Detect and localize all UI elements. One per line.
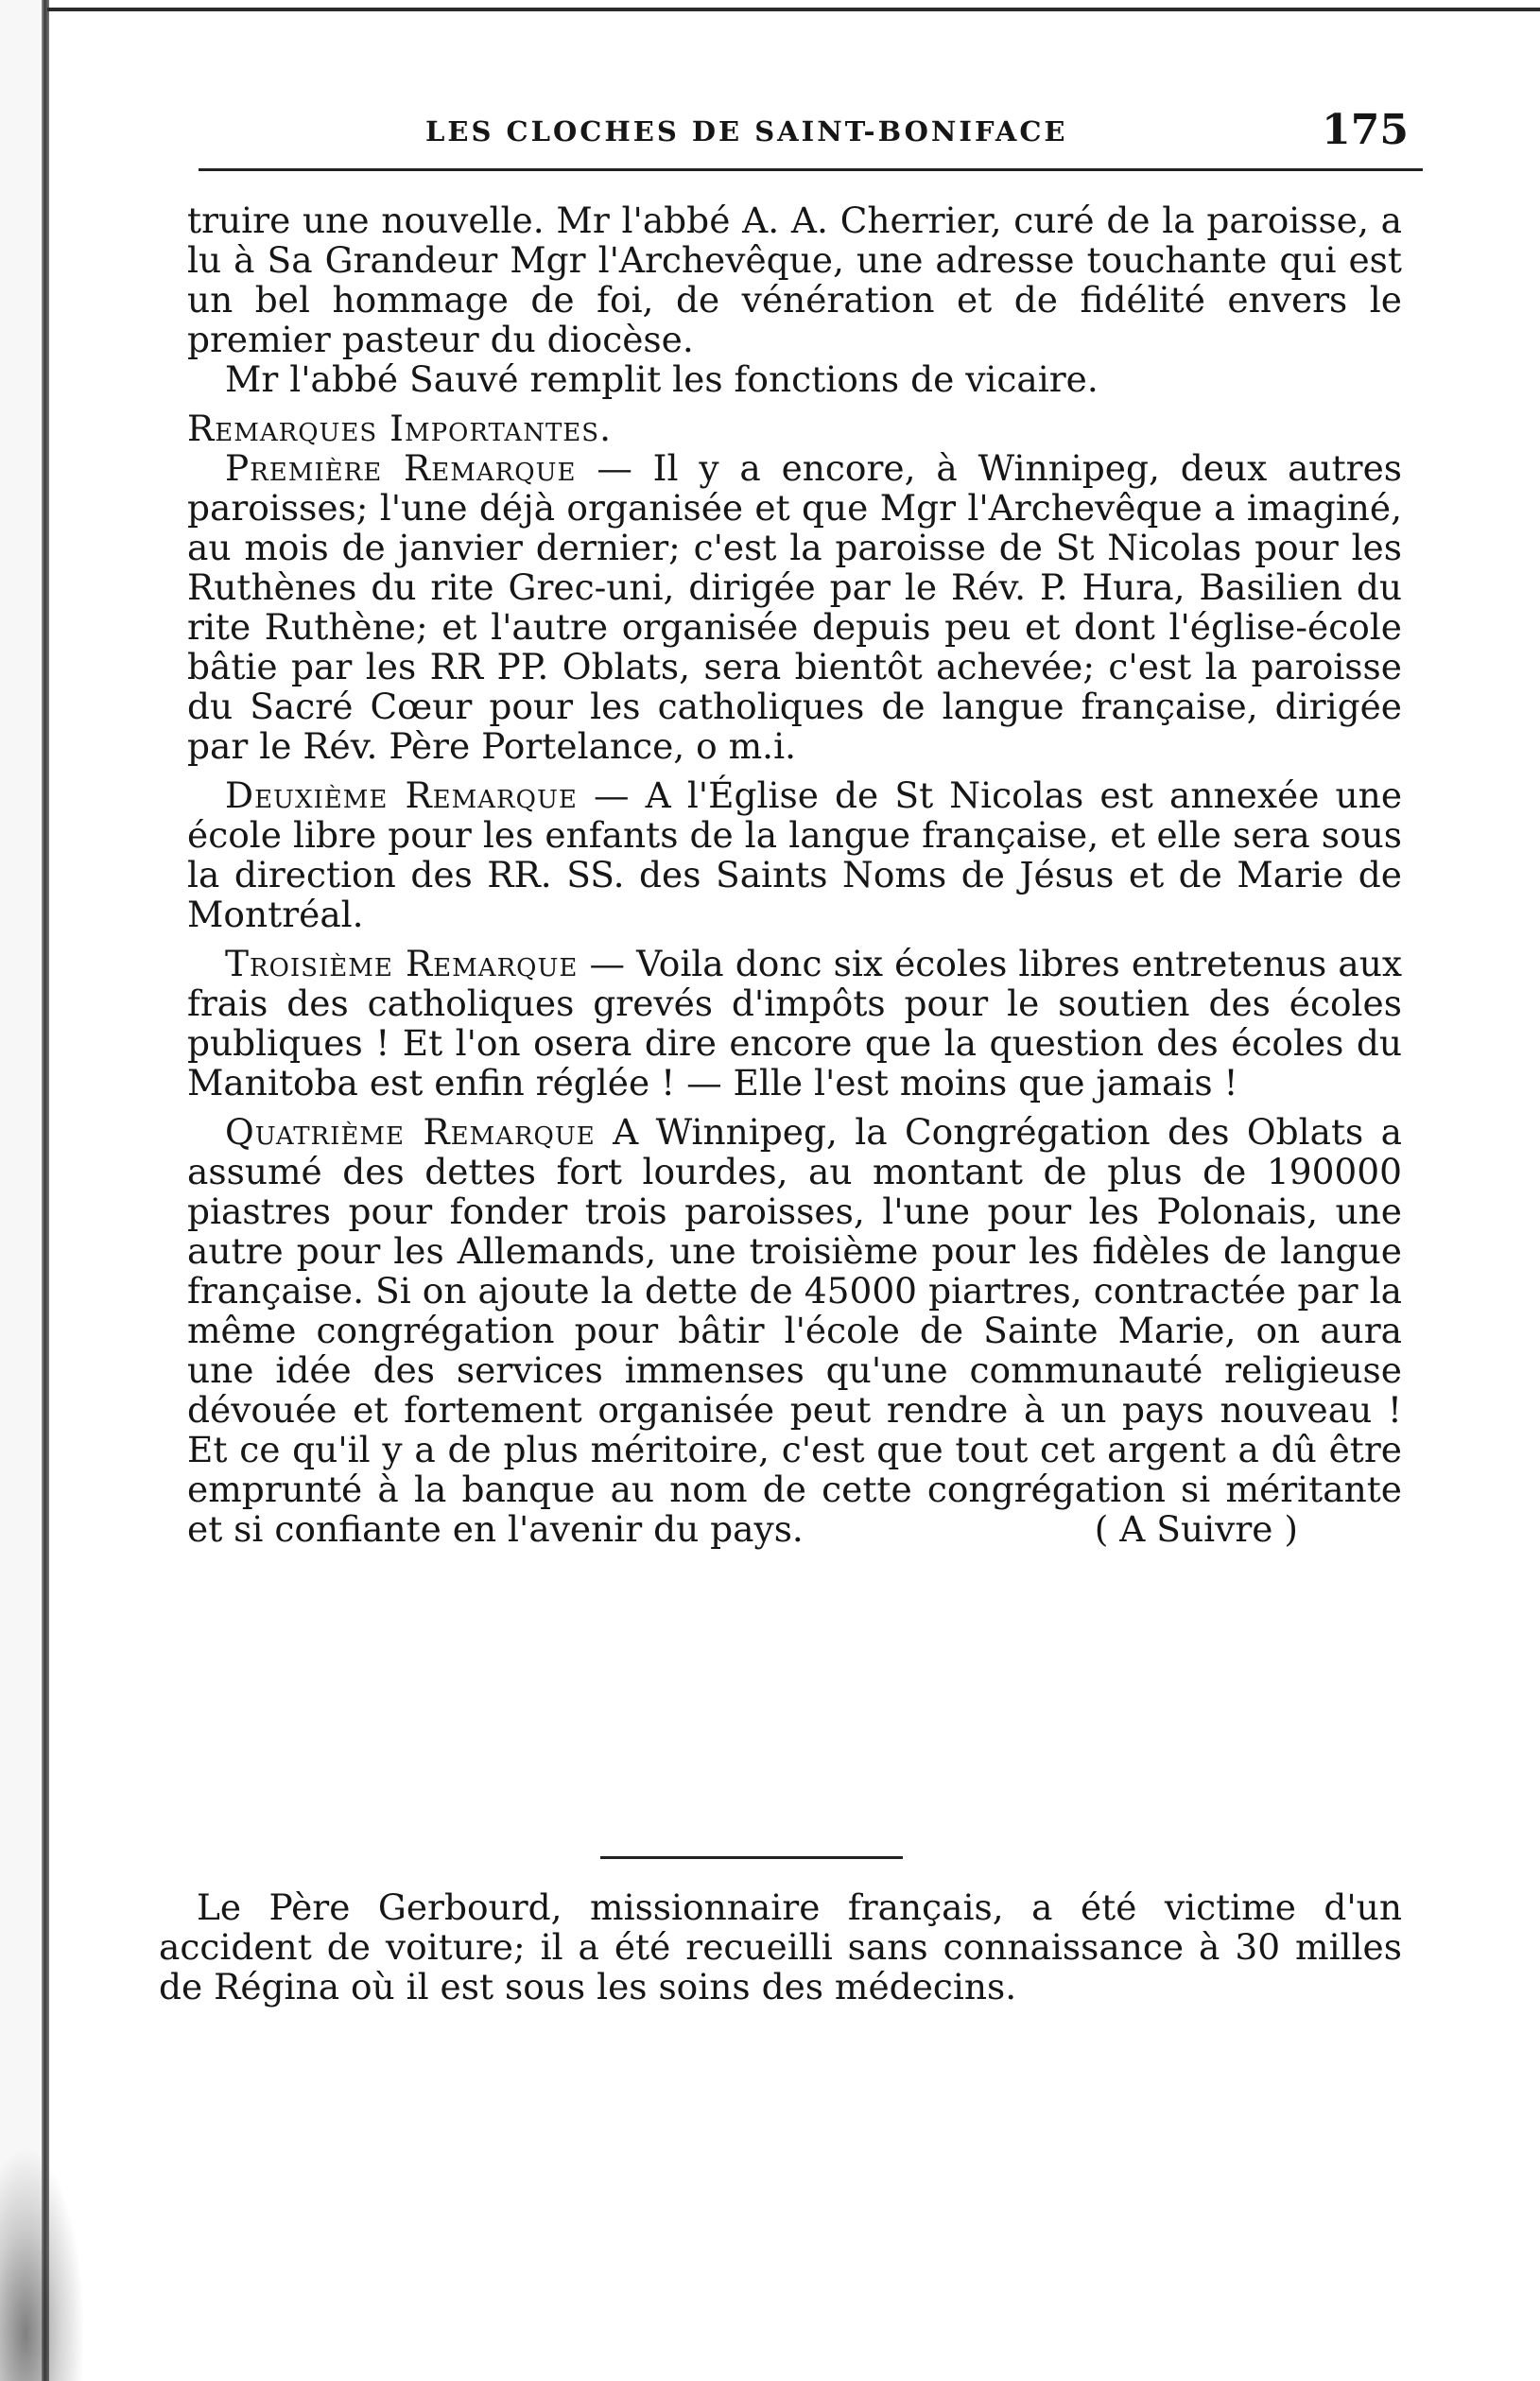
section-divider xyxy=(600,1856,903,1859)
remark-paragraph xyxy=(187,448,1402,766)
main-text xyxy=(187,200,1402,1549)
remark-label: Quatrième Remarque xyxy=(225,1111,596,1153)
remark-text: A Winnipeg, la Congrégation des Oblats a assumé des dettes fort lourdes, au montant de plus de 190000 piastres pour fonder trois paroisses, l'une pour les Polonais, une autre pour les Allemands, une troisième pour les fidèles de langue française. Si on ajoute la dette de 45000 piartres, contractée par la même congrégation pour bâtir l'école de Sainte Marie, on aura une idée des services immenses qu'une communauté religieuse dévouée et fortement organisée peut rendre à un pays nouveau ! Et ce qu'il y a de plus méritoire, c'est que tout cet argent a dû être emprunté à la banque au nom de cette congrégation si méritante et si confiante en l'avenir du pays. xyxy=(187,1111,1402,1550)
news-note-text: Le Père Gerbourd, missionnaire français, a été victime d'un accident de voiture; il a été recueilli sans connaissance à 30 milles de Régina où il est sous les soins des médecins. xyxy=(159,1886,1402,2007)
remark-label: Deuxième Remarque xyxy=(225,774,578,816)
paragraph-continued: truire une nouvelle. Mr l'abbé A. A. Cherrier, curé de la paroisse, a lu à Sa Grandeur Mgr l'Archevêque, une adresse touchante qui est un bel hommage de foi, de vénération et de fidélité envers le premier pasteur du diocèse. xyxy=(187,200,1402,360)
remark-paragraph xyxy=(187,1112,1402,1549)
top-border-line xyxy=(47,8,1540,11)
remark-text: — Voila donc six écoles libres entretenus aux frais des catholiques grevés d'impôts pour le soutien des écoles publiques ! Et l'on osera dire encore que la question des écoles du Manitoba est enfin réglée ! — Elle l'est moins que jamais ! xyxy=(187,943,1403,1104)
binding-edge xyxy=(42,0,49,2381)
section-heading xyxy=(187,408,1402,448)
remark-label: Troisième Remarque xyxy=(225,943,579,984)
running-title: LES CLOCHES DE SAINT-BONIFACE xyxy=(425,115,1068,148)
section-heading-text: Remarques Importantes. xyxy=(187,408,612,449)
page-number: 175 xyxy=(1322,106,1409,154)
news-note xyxy=(159,1887,1402,2007)
remark-label: Première Remarque xyxy=(225,447,577,489)
binding-stain xyxy=(0,2146,85,2381)
remark-text: — Il y a encore, à Winnipeg, deux autres paroisses; l'une déjà organisée et que Mgr l'Archevêque a imaginé, au mois de janvier dernier; c'est la paroisse de St Nicolas pour les Ruthènes du rite Grec-uni, dirigée par le Rév. P. Hura, Basilien du rite Ruthène; et l'autre organisée depuis peu et dont l'église-école bâtie par les RR PP. Oblats, sera bientôt achevée; c'est la paroisse du Sacré Cœur pour les catholiques de langue française, dirigée par le Rév. Père Portelance, o m.i. xyxy=(187,447,1403,767)
to-be-continued: ( A Suivre ) xyxy=(1094,1508,1298,1550)
remark-text: — A l'Église de St Nicolas est annexée une école libre pour les enfants de la langue française, et elle sera sous la direction des RR. SS. des Saints Noms de Jésus et de Marie de Montréal. xyxy=(187,774,1403,935)
remark-paragraph xyxy=(187,944,1402,1103)
remark-paragraph xyxy=(187,775,1402,934)
page-margin xyxy=(0,0,42,2381)
header-rule xyxy=(199,168,1423,171)
paragraph-vicaire: Mr l'abbé Sauvé remplit les fonctions de vicaire. xyxy=(225,358,1099,400)
running-header xyxy=(189,104,1418,161)
